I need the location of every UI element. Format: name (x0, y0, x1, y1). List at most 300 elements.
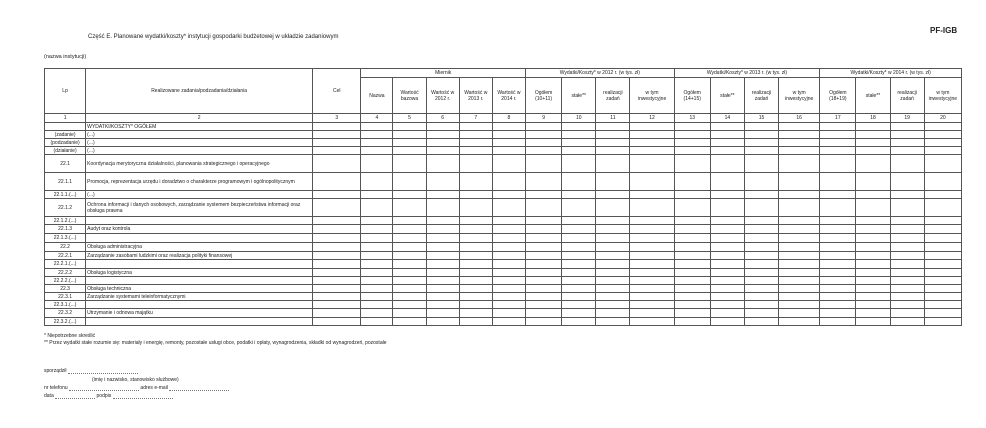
value-cell[interactable] (630, 293, 674, 301)
value-cell[interactable] (710, 199, 744, 217)
value-cell[interactable] (890, 293, 924, 301)
value-cell[interactable] (562, 301, 596, 309)
value-cell[interactable] (492, 252, 525, 260)
value-cell[interactable] (526, 139, 562, 147)
value-cell[interactable] (630, 277, 674, 285)
value-cell[interactable] (361, 301, 393, 309)
value-cell[interactable] (562, 318, 596, 326)
value-cell[interactable] (459, 147, 492, 155)
value-cell[interactable] (361, 252, 393, 260)
value-cell[interactable] (744, 199, 778, 217)
value-cell[interactable] (674, 285, 710, 293)
value-cell[interactable] (630, 139, 674, 147)
value-cell[interactable] (744, 285, 778, 293)
value-cell[interactable] (820, 293, 856, 301)
value-cell[interactable] (924, 131, 961, 139)
value-cell[interactable] (492, 225, 525, 234)
value-cell[interactable] (744, 217, 778, 225)
value-cell[interactable] (562, 173, 596, 191)
value-cell[interactable] (492, 309, 525, 318)
value-cell[interactable] (459, 293, 492, 301)
value-cell[interactable] (426, 285, 459, 293)
value-cell[interactable] (393, 269, 426, 277)
value-cell[interactable] (313, 123, 361, 131)
value-cell[interactable] (744, 139, 778, 147)
value-cell[interactable] (426, 155, 459, 173)
value-cell[interactable] (630, 243, 674, 252)
value-cell[interactable] (630, 199, 674, 217)
value-cell[interactable] (779, 260, 820, 269)
value-cell[interactable] (890, 318, 924, 326)
value-cell[interactable] (744, 252, 778, 260)
value-cell[interactable] (361, 269, 393, 277)
value-cell[interactable] (744, 173, 778, 191)
value-cell[interactable] (426, 139, 459, 147)
value-cell[interactable] (426, 131, 459, 139)
value-cell[interactable] (459, 285, 492, 293)
value-cell[interactable] (744, 147, 778, 155)
value-cell[interactable] (856, 155, 890, 173)
value-cell[interactable] (710, 252, 744, 260)
value-cell[interactable] (890, 199, 924, 217)
value-cell[interactable] (361, 285, 393, 293)
value-cell[interactable] (630, 131, 674, 139)
value-cell[interactable] (856, 147, 890, 155)
value-cell[interactable] (596, 260, 630, 269)
value-cell[interactable] (630, 260, 674, 269)
value-cell[interactable] (393, 243, 426, 252)
value-cell[interactable] (820, 147, 856, 155)
value-cell[interactable] (674, 147, 710, 155)
value-cell[interactable] (890, 301, 924, 309)
value-cell[interactable] (779, 199, 820, 217)
value-cell[interactable] (710, 225, 744, 234)
value-cell[interactable] (459, 260, 492, 269)
value-cell[interactable] (674, 269, 710, 277)
value-cell[interactable] (820, 139, 856, 147)
value-cell[interactable] (924, 293, 961, 301)
value-cell[interactable] (459, 252, 492, 260)
value-cell[interactable] (596, 318, 630, 326)
value-cell[interactable] (856, 285, 890, 293)
value-cell[interactable] (924, 173, 961, 191)
value-cell[interactable] (313, 155, 361, 173)
value-cell[interactable] (856, 123, 890, 131)
value-cell[interactable] (426, 191, 459, 199)
value-cell[interactable] (361, 199, 393, 217)
value-cell[interactable] (924, 139, 961, 147)
value-cell[interactable] (562, 309, 596, 318)
value-cell[interactable] (526, 252, 562, 260)
value-cell[interactable] (744, 131, 778, 139)
value-cell[interactable] (361, 173, 393, 191)
value-cell[interactable] (426, 147, 459, 155)
value-cell[interactable] (924, 285, 961, 293)
value-cell[interactable] (459, 234, 492, 243)
value-cell[interactable] (313, 199, 361, 217)
value-cell[interactable] (526, 173, 562, 191)
value-cell[interactable] (393, 123, 426, 131)
value-cell[interactable] (526, 277, 562, 285)
value-cell[interactable] (313, 301, 361, 309)
value-cell[interactable] (562, 293, 596, 301)
value-cell[interactable] (313, 225, 361, 234)
value-cell[interactable] (630, 309, 674, 318)
value-cell[interactable] (459, 217, 492, 225)
value-cell[interactable] (492, 301, 525, 309)
value-cell[interactable] (924, 234, 961, 243)
value-cell[interactable] (526, 131, 562, 139)
value-cell[interactable] (393, 309, 426, 318)
value-cell[interactable] (820, 243, 856, 252)
value-cell[interactable] (674, 252, 710, 260)
value-cell[interactable] (779, 155, 820, 173)
value-cell[interactable] (856, 131, 890, 139)
value-cell[interactable] (426, 293, 459, 301)
value-cell[interactable] (393, 234, 426, 243)
value-cell[interactable] (459, 155, 492, 173)
value-cell[interactable] (426, 260, 459, 269)
value-cell[interactable] (459, 277, 492, 285)
value-cell[interactable] (526, 147, 562, 155)
value-cell[interactable] (744, 301, 778, 309)
value-cell[interactable] (596, 309, 630, 318)
value-cell[interactable] (426, 318, 459, 326)
value-cell[interactable] (562, 225, 596, 234)
value-cell[interactable] (630, 147, 674, 155)
value-cell[interactable] (596, 199, 630, 217)
value-cell[interactable] (596, 225, 630, 234)
value-cell[interactable] (426, 225, 459, 234)
value-cell[interactable] (459, 318, 492, 326)
value-cell[interactable] (596, 155, 630, 173)
value-cell[interactable] (820, 309, 856, 318)
value-cell[interactable] (890, 243, 924, 252)
value-cell[interactable] (526, 243, 562, 252)
value-cell[interactable] (313, 309, 361, 318)
value-cell[interactable] (674, 131, 710, 139)
value-cell[interactable] (596, 147, 630, 155)
value-cell[interactable] (492, 217, 525, 225)
value-cell[interactable] (779, 252, 820, 260)
value-cell[interactable] (779, 147, 820, 155)
value-cell[interactable] (596, 139, 630, 147)
value-cell[interactable] (313, 318, 361, 326)
value-cell[interactable] (393, 318, 426, 326)
value-cell[interactable] (562, 234, 596, 243)
value-cell[interactable] (596, 243, 630, 252)
value-cell[interactable] (890, 155, 924, 173)
value-cell[interactable] (393, 285, 426, 293)
value-cell[interactable] (710, 293, 744, 301)
value-cell[interactable] (890, 277, 924, 285)
value-cell[interactable] (890, 285, 924, 293)
value-cell[interactable] (890, 173, 924, 191)
value-cell[interactable] (820, 217, 856, 225)
value-cell[interactable] (744, 260, 778, 269)
value-cell[interactable] (313, 285, 361, 293)
value-cell[interactable] (779, 173, 820, 191)
value-cell[interactable] (630, 285, 674, 293)
value-cell[interactable] (596, 293, 630, 301)
value-cell[interactable] (526, 199, 562, 217)
value-cell[interactable] (744, 191, 778, 199)
value-cell[interactable] (459, 269, 492, 277)
value-cell[interactable] (313, 131, 361, 139)
value-cell[interactable] (856, 301, 890, 309)
value-cell[interactable] (779, 234, 820, 243)
value-cell[interactable] (856, 277, 890, 285)
value-cell[interactable] (710, 123, 744, 131)
value-cell[interactable] (393, 191, 426, 199)
value-cell[interactable] (492, 155, 525, 173)
value-cell[interactable] (924, 123, 961, 131)
value-cell[interactable] (393, 301, 426, 309)
value-cell[interactable] (890, 269, 924, 277)
value-cell[interactable] (361, 309, 393, 318)
value-cell[interactable] (924, 147, 961, 155)
value-cell[interactable] (779, 285, 820, 293)
value-cell[interactable] (361, 131, 393, 139)
value-cell[interactable] (674, 234, 710, 243)
value-cell[interactable] (674, 155, 710, 173)
value-cell[interactable] (562, 285, 596, 293)
value-cell[interactable] (924, 301, 961, 309)
value-cell[interactable] (744, 225, 778, 234)
value-cell[interactable] (710, 309, 744, 318)
value-cell[interactable] (779, 309, 820, 318)
value-cell[interactable] (856, 309, 890, 318)
value-cell[interactable] (856, 260, 890, 269)
value-cell[interactable] (562, 269, 596, 277)
value-cell[interactable] (426, 234, 459, 243)
value-cell[interactable] (674, 199, 710, 217)
value-cell[interactable] (562, 139, 596, 147)
value-cell[interactable] (426, 173, 459, 191)
value-cell[interactable] (393, 277, 426, 285)
value-cell[interactable] (674, 260, 710, 269)
value-cell[interactable] (361, 243, 393, 252)
date-field[interactable] (55, 393, 95, 399)
value-cell[interactable] (526, 225, 562, 234)
value-cell[interactable] (562, 277, 596, 285)
value-cell[interactable] (492, 234, 525, 243)
value-cell[interactable] (779, 243, 820, 252)
value-cell[interactable] (744, 155, 778, 173)
value-cell[interactable] (820, 131, 856, 139)
value-cell[interactable] (820, 191, 856, 199)
value-cell[interactable] (856, 269, 890, 277)
value-cell[interactable] (526, 260, 562, 269)
value-cell[interactable] (361, 147, 393, 155)
value-cell[interactable] (924, 155, 961, 173)
value-cell[interactable] (924, 191, 961, 199)
value-cell[interactable] (890, 139, 924, 147)
value-cell[interactable] (492, 293, 525, 301)
value-cell[interactable] (674, 191, 710, 199)
value-cell[interactable] (820, 173, 856, 191)
value-cell[interactable] (744, 243, 778, 252)
value-cell[interactable] (393, 252, 426, 260)
value-cell[interactable] (426, 243, 459, 252)
value-cell[interactable] (492, 243, 525, 252)
value-cell[interactable] (492, 269, 525, 277)
value-cell[interactable] (596, 277, 630, 285)
value-cell[interactable] (890, 252, 924, 260)
value-cell[interactable] (710, 301, 744, 309)
value-cell[interactable] (313, 293, 361, 301)
value-cell[interactable] (856, 173, 890, 191)
value-cell[interactable] (459, 191, 492, 199)
value-cell[interactable] (630, 217, 674, 225)
value-cell[interactable] (596, 269, 630, 277)
value-cell[interactable] (630, 191, 674, 199)
value-cell[interactable] (856, 318, 890, 326)
value-cell[interactable] (313, 139, 361, 147)
value-cell[interactable] (426, 252, 459, 260)
value-cell[interactable] (856, 217, 890, 225)
value-cell[interactable] (562, 191, 596, 199)
value-cell[interactable] (426, 217, 459, 225)
value-cell[interactable] (779, 293, 820, 301)
value-cell[interactable] (393, 139, 426, 147)
value-cell[interactable] (890, 225, 924, 234)
value-cell[interactable] (890, 234, 924, 243)
value-cell[interactable] (630, 252, 674, 260)
value-cell[interactable] (820, 155, 856, 173)
value-cell[interactable] (526, 191, 562, 199)
value-cell[interactable] (459, 309, 492, 318)
value-cell[interactable] (393, 225, 426, 234)
value-cell[interactable] (674, 217, 710, 225)
value-cell[interactable] (890, 260, 924, 269)
value-cell[interactable] (820, 234, 856, 243)
value-cell[interactable] (426, 123, 459, 131)
value-cell[interactable] (492, 277, 525, 285)
value-cell[interactable] (562, 131, 596, 139)
value-cell[interactable] (890, 131, 924, 139)
value-cell[interactable] (744, 318, 778, 326)
value-cell[interactable] (630, 155, 674, 173)
value-cell[interactable] (924, 199, 961, 217)
value-cell[interactable] (459, 131, 492, 139)
signature-field[interactable] (113, 393, 173, 399)
value-cell[interactable] (596, 252, 630, 260)
value-cell[interactable] (426, 277, 459, 285)
value-cell[interactable] (674, 309, 710, 318)
value-cell[interactable] (459, 243, 492, 252)
value-cell[interactable] (562, 123, 596, 131)
value-cell[interactable] (596, 234, 630, 243)
value-cell[interactable] (492, 123, 525, 131)
value-cell[interactable] (856, 139, 890, 147)
value-cell[interactable] (596, 191, 630, 199)
value-cell[interactable] (674, 293, 710, 301)
value-cell[interactable] (459, 199, 492, 217)
value-cell[interactable] (459, 225, 492, 234)
value-cell[interactable] (820, 318, 856, 326)
value-cell[interactable] (630, 301, 674, 309)
value-cell[interactable] (526, 309, 562, 318)
value-cell[interactable] (526, 318, 562, 326)
value-cell[interactable] (820, 269, 856, 277)
value-cell[interactable] (779, 139, 820, 147)
value-cell[interactable] (890, 147, 924, 155)
value-cell[interactable] (526, 123, 562, 131)
value-cell[interactable] (856, 243, 890, 252)
value-cell[interactable] (630, 123, 674, 131)
value-cell[interactable] (562, 199, 596, 217)
value-cell[interactable] (492, 139, 525, 147)
value-cell[interactable] (313, 277, 361, 285)
value-cell[interactable] (562, 243, 596, 252)
value-cell[interactable] (361, 234, 393, 243)
value-cell[interactable] (630, 234, 674, 243)
value-cell[interactable] (393, 131, 426, 139)
value-cell[interactable] (526, 234, 562, 243)
value-cell[interactable] (596, 301, 630, 309)
value-cell[interactable] (526, 293, 562, 301)
value-cell[interactable] (924, 309, 961, 318)
value-cell[interactable] (630, 225, 674, 234)
value-cell[interactable] (890, 309, 924, 318)
value-cell[interactable] (710, 131, 744, 139)
value-cell[interactable] (492, 318, 525, 326)
value-cell[interactable] (313, 260, 361, 269)
value-cell[interactable] (361, 155, 393, 173)
value-cell[interactable] (313, 147, 361, 155)
value-cell[interactable] (393, 155, 426, 173)
value-cell[interactable] (313, 269, 361, 277)
value-cell[interactable] (674, 277, 710, 285)
value-cell[interactable] (596, 173, 630, 191)
value-cell[interactable] (526, 217, 562, 225)
value-cell[interactable] (710, 277, 744, 285)
value-cell[interactable] (426, 309, 459, 318)
value-cell[interactable] (361, 139, 393, 147)
value-cell[interactable] (393, 260, 426, 269)
value-cell[interactable] (710, 147, 744, 155)
value-cell[interactable] (393, 173, 426, 191)
value-cell[interactable] (924, 269, 961, 277)
phone-field[interactable] (69, 385, 139, 391)
value-cell[interactable] (710, 173, 744, 191)
value-cell[interactable] (890, 191, 924, 199)
value-cell[interactable] (856, 234, 890, 243)
value-cell[interactable] (526, 269, 562, 277)
value-cell[interactable] (779, 123, 820, 131)
value-cell[interactable] (674, 123, 710, 131)
value-cell[interactable] (596, 217, 630, 225)
value-cell[interactable] (779, 301, 820, 309)
value-cell[interactable] (393, 147, 426, 155)
value-cell[interactable] (393, 217, 426, 225)
value-cell[interactable] (596, 285, 630, 293)
value-cell[interactable] (492, 173, 525, 191)
value-cell[interactable] (820, 252, 856, 260)
value-cell[interactable] (426, 301, 459, 309)
email-field[interactable] (169, 385, 229, 391)
value-cell[interactable] (924, 252, 961, 260)
value-cell[interactable] (361, 277, 393, 285)
value-cell[interactable] (856, 191, 890, 199)
value-cell[interactable] (744, 309, 778, 318)
value-cell[interactable] (630, 269, 674, 277)
value-cell[interactable] (744, 123, 778, 131)
value-cell[interactable] (710, 243, 744, 252)
value-cell[interactable] (674, 243, 710, 252)
value-cell[interactable] (890, 123, 924, 131)
